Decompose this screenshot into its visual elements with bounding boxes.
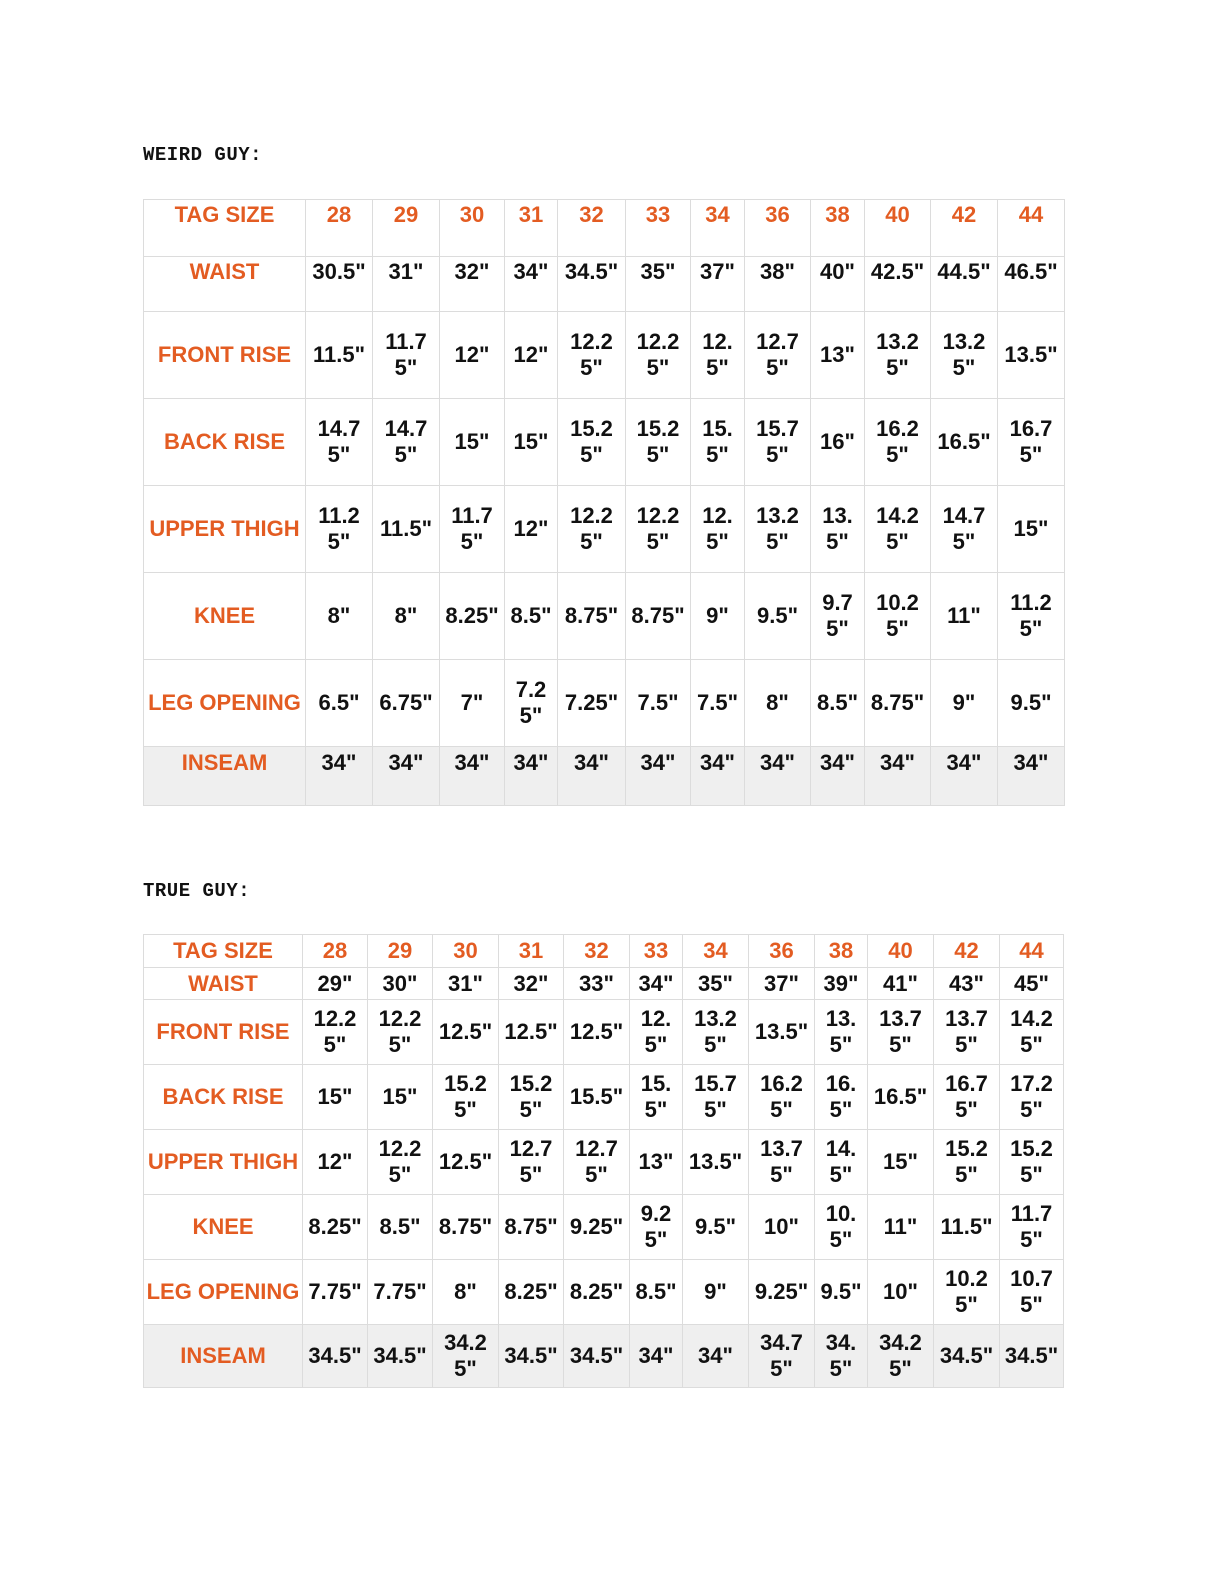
cell-back-rise-9: 16.25" [865, 399, 931, 486]
cell-back-rise-0: 14.75" [306, 399, 373, 486]
cell-waist-10: 43" [934, 968, 1000, 1000]
cell-waist-2: 31" [433, 968, 499, 1000]
cell-inseam-1: 34.5" [368, 1325, 433, 1388]
cell-front-rise-0: 12.25" [303, 1000, 368, 1065]
cell-inseam-7: 34.75" [749, 1325, 815, 1388]
cell-back-rise-0: 15" [303, 1065, 368, 1130]
cell-back-rise-8: 16" [811, 399, 865, 486]
cell-back-rise-2: 15" [440, 399, 505, 486]
cell-knee-5: 8.75" [626, 573, 691, 660]
row-label-front-rise: FRONT RISE [144, 312, 306, 399]
row-label-waist: WAIST [144, 968, 303, 1000]
cell-tag-size-7: 36 [745, 200, 811, 257]
table-row-front-rise [144, 1000, 1064, 1065]
cell-knee-1: 8" [373, 573, 440, 660]
cell-waist-10: 44.5" [931, 257, 998, 312]
cell-leg-opening-1: 7.75" [368, 1260, 433, 1325]
row-label-back-rise: BACK RISE [144, 1065, 303, 1130]
cell-knee-7: 9.5" [745, 573, 811, 660]
cell-tag-size-10: 42 [931, 200, 998, 257]
cell-upper-thigh-10: 14.75" [931, 486, 998, 573]
cell-upper-thigh-4: 12.75" [564, 1130, 630, 1195]
true-guy-title: TRUE GUY: [143, 880, 251, 902]
row-label-leg-opening: LEG OPENING [144, 1260, 303, 1325]
cell-leg-opening-1: 6.75" [373, 660, 440, 747]
cell-front-rise-5: 12.5" [630, 1000, 683, 1065]
cell-waist-3: 32" [499, 968, 564, 1000]
cell-inseam-9: 34" [865, 747, 931, 806]
cell-back-rise-5: 15.5" [630, 1065, 683, 1130]
cell-leg-opening-10: 9" [931, 660, 998, 747]
cell-upper-thigh-6: 13.5" [683, 1130, 749, 1195]
table-row-upper-thigh [144, 486, 1065, 573]
table-row-tag-size [144, 200, 1065, 257]
table-row-leg-opening [144, 660, 1065, 747]
cell-back-rise-11: 17.25" [1000, 1065, 1064, 1130]
cell-inseam-0: 34.5" [303, 1325, 368, 1388]
cell-tag-size-5: 33 [630, 935, 683, 968]
table-row-front-rise [144, 312, 1065, 399]
cell-tag-size-8: 38 [815, 935, 868, 968]
cell-leg-opening-6: 7.5" [691, 660, 745, 747]
cell-leg-opening-5: 7.5" [626, 660, 691, 747]
cell-back-rise-6: 15.75" [683, 1065, 749, 1130]
row-label-inseam: INSEAM [144, 1325, 303, 1388]
cell-waist-2: 32" [440, 257, 505, 312]
row-label-waist: WAIST [144, 257, 306, 312]
row-label-tag-size: TAG SIZE [144, 935, 303, 968]
row-label-upper-thigh: UPPER THIGH [144, 486, 306, 573]
cell-knee-5: 9.25" [630, 1195, 683, 1260]
table-row-waist [144, 257, 1065, 312]
cell-upper-thigh-5: 13" [630, 1130, 683, 1195]
cell-waist-9: 41" [868, 968, 934, 1000]
cell-front-rise-4: 12.5" [564, 1000, 630, 1065]
cell-inseam-8: 34" [811, 747, 865, 806]
cell-knee-7: 10" [749, 1195, 815, 1260]
cell-waist-1: 30" [368, 968, 433, 1000]
cell-front-rise-6: 12.5" [691, 312, 745, 399]
cell-knee-11: 11.25" [998, 573, 1065, 660]
cell-knee-8: 9.75" [811, 573, 865, 660]
cell-upper-thigh-11: 15" [998, 486, 1065, 573]
cell-waist-9: 42.5" [865, 257, 931, 312]
cell-knee-9: 10.25" [865, 573, 931, 660]
cell-front-rise-2: 12" [440, 312, 505, 399]
cell-front-rise-7: 12.75" [745, 312, 811, 399]
cell-inseam-6: 34" [691, 747, 745, 806]
table-row-knee [144, 1195, 1064, 1260]
cell-upper-thigh-9: 15" [868, 1130, 934, 1195]
cell-upper-thigh-1: 11.5" [373, 486, 440, 573]
cell-upper-thigh-3: 12.75" [499, 1130, 564, 1195]
cell-leg-opening-7: 9.25" [749, 1260, 815, 1325]
cell-upper-thigh-0: 11.25" [306, 486, 373, 573]
cell-knee-2: 8.75" [433, 1195, 499, 1260]
cell-inseam-8: 34.5" [815, 1325, 868, 1388]
cell-front-rise-10: 13.25" [931, 312, 998, 399]
cell-knee-10: 11" [931, 573, 998, 660]
cell-leg-opening-4: 7.25" [558, 660, 626, 747]
cell-inseam-7: 34" [745, 747, 811, 806]
cell-upper-thigh-2: 12.5" [433, 1130, 499, 1195]
cell-leg-opening-3: 7.25" [505, 660, 558, 747]
cell-back-rise-8: 16.5" [815, 1065, 868, 1130]
cell-waist-0: 29" [303, 968, 368, 1000]
cell-inseam-5: 34" [626, 747, 691, 806]
cell-inseam-11: 34.5" [1000, 1325, 1064, 1388]
cell-front-rise-11: 14.25" [1000, 1000, 1064, 1065]
cell-front-rise-2: 12.5" [433, 1000, 499, 1065]
cell-inseam-10: 34.5" [934, 1325, 1000, 1388]
cell-tag-size-8: 38 [811, 200, 865, 257]
cell-leg-opening-0: 6.5" [306, 660, 373, 747]
table-row-waist [144, 968, 1064, 1000]
cell-back-rise-6: 15.5" [691, 399, 745, 486]
cell-back-rise-10: 16.75" [934, 1065, 1000, 1130]
cell-inseam-9: 34.25" [868, 1325, 934, 1388]
cell-back-rise-5: 15.25" [626, 399, 691, 486]
cell-upper-thigh-9: 14.25" [865, 486, 931, 573]
cell-front-rise-11: 13.5" [998, 312, 1065, 399]
cell-leg-opening-9: 10" [868, 1260, 934, 1325]
true-guy-size-table [143, 934, 1064, 1388]
cell-back-rise-7: 16.25" [749, 1065, 815, 1130]
cell-inseam-4: 34.5" [564, 1325, 630, 1388]
cell-waist-3: 34" [505, 257, 558, 312]
cell-tag-size-4: 32 [558, 200, 626, 257]
cell-knee-3: 8.5" [505, 573, 558, 660]
cell-inseam-1: 34" [373, 747, 440, 806]
cell-knee-9: 11" [868, 1195, 934, 1260]
cell-leg-opening-11: 9.5" [998, 660, 1065, 747]
weird-guy-size-table [143, 199, 1065, 806]
cell-back-rise-3: 15" [505, 399, 558, 486]
cell-knee-0: 8.25" [303, 1195, 368, 1260]
cell-tag-size-0: 28 [306, 200, 373, 257]
cell-inseam-4: 34" [558, 747, 626, 806]
cell-front-rise-7: 13.5" [749, 1000, 815, 1065]
cell-back-rise-11: 16.75" [998, 399, 1065, 486]
cell-waist-4: 34.5" [558, 257, 626, 312]
row-label-leg-opening: LEG OPENING [144, 660, 306, 747]
cell-upper-thigh-7: 13.25" [745, 486, 811, 573]
cell-leg-opening-9: 8.75" [865, 660, 931, 747]
cell-knee-1: 8.5" [368, 1195, 433, 1260]
table-row-back-rise [144, 399, 1065, 486]
cell-back-rise-2: 15.25" [433, 1065, 499, 1130]
cell-knee-10: 11.5" [934, 1195, 1000, 1260]
cell-leg-opening-6: 9" [683, 1260, 749, 1325]
cell-tag-size-11: 44 [998, 200, 1065, 257]
cell-back-rise-1: 14.75" [373, 399, 440, 486]
cell-upper-thigh-2: 11.75" [440, 486, 505, 573]
cell-waist-7: 38" [745, 257, 811, 312]
cell-knee-11: 11.75" [1000, 1195, 1064, 1260]
table-row-upper-thigh [144, 1130, 1064, 1195]
cell-tag-size-1: 29 [373, 200, 440, 257]
cell-waist-4: 33" [564, 968, 630, 1000]
cell-upper-thigh-8: 14.5" [815, 1130, 868, 1195]
cell-leg-opening-11: 10.75" [1000, 1260, 1064, 1325]
cell-knee-6: 9.5" [683, 1195, 749, 1260]
cell-upper-thigh-3: 12" [505, 486, 558, 573]
cell-tag-size-6: 34 [683, 935, 749, 968]
cell-leg-opening-2: 8" [433, 1260, 499, 1325]
cell-knee-8: 10.5" [815, 1195, 868, 1260]
cell-upper-thigh-4: 12.25" [558, 486, 626, 573]
cell-waist-7: 37" [749, 968, 815, 1000]
cell-upper-thigh-10: 15.25" [934, 1130, 1000, 1195]
cell-inseam-10: 34" [931, 747, 998, 806]
cell-front-rise-10: 13.75" [934, 1000, 1000, 1065]
cell-tag-size-6: 34 [691, 200, 745, 257]
cell-knee-4: 9.25" [564, 1195, 630, 1260]
row-label-tag-size: TAG SIZE [144, 200, 306, 257]
cell-tag-size-10: 42 [934, 935, 1000, 968]
cell-inseam-2: 34.25" [433, 1325, 499, 1388]
cell-leg-opening-8: 8.5" [811, 660, 865, 747]
cell-waist-6: 35" [683, 968, 749, 1000]
cell-waist-11: 46.5" [998, 257, 1065, 312]
cell-leg-opening-3: 8.25" [499, 1260, 564, 1325]
cell-inseam-2: 34" [440, 747, 505, 806]
cell-back-rise-10: 16.5" [931, 399, 998, 486]
cell-leg-opening-5: 8.5" [630, 1260, 683, 1325]
cell-waist-5: 34" [630, 968, 683, 1000]
cell-upper-thigh-11: 15.25" [1000, 1130, 1064, 1195]
cell-inseam-6: 34" [683, 1325, 749, 1388]
cell-front-rise-9: 13.75" [868, 1000, 934, 1065]
cell-back-rise-7: 15.75" [745, 399, 811, 486]
table-row-tag-size [144, 935, 1064, 968]
cell-front-rise-0: 11.5" [306, 312, 373, 399]
cell-waist-6: 37" [691, 257, 745, 312]
cell-waist-8: 40" [811, 257, 865, 312]
cell-tag-size-3: 31 [505, 200, 558, 257]
row-label-knee: KNEE [144, 573, 306, 660]
cell-leg-opening-2: 7" [440, 660, 505, 747]
cell-inseam-3: 34.5" [499, 1325, 564, 1388]
cell-front-rise-6: 13.25" [683, 1000, 749, 1065]
cell-waist-5: 35" [626, 257, 691, 312]
cell-upper-thigh-8: 13.5" [811, 486, 865, 573]
row-label-knee: KNEE [144, 1195, 303, 1260]
cell-upper-thigh-0: 12" [303, 1130, 368, 1195]
cell-tag-size-5: 33 [626, 200, 691, 257]
cell-front-rise-3: 12.5" [499, 1000, 564, 1065]
cell-tag-size-2: 30 [440, 200, 505, 257]
cell-knee-0: 8" [306, 573, 373, 660]
row-label-inseam: INSEAM [144, 747, 306, 806]
row-label-back-rise: BACK RISE [144, 399, 306, 486]
cell-back-rise-3: 15.25" [499, 1065, 564, 1130]
cell-front-rise-1: 11.75" [373, 312, 440, 399]
cell-back-rise-1: 15" [368, 1065, 433, 1130]
cell-front-rise-9: 13.25" [865, 312, 931, 399]
cell-tag-size-1: 29 [368, 935, 433, 968]
cell-tag-size-7: 36 [749, 935, 815, 968]
cell-waist-1: 31" [373, 257, 440, 312]
cell-inseam-5: 34" [630, 1325, 683, 1388]
cell-tag-size-3: 31 [499, 935, 564, 968]
cell-tag-size-0: 28 [303, 935, 368, 968]
cell-waist-0: 30.5" [306, 257, 373, 312]
cell-leg-opening-10: 10.25" [934, 1260, 1000, 1325]
cell-front-rise-1: 12.25" [368, 1000, 433, 1065]
cell-upper-thigh-1: 12.25" [368, 1130, 433, 1195]
cell-front-rise-3: 12" [505, 312, 558, 399]
table-row-leg-opening [144, 1260, 1064, 1325]
cell-waist-11: 45" [1000, 968, 1064, 1000]
cell-knee-2: 8.25" [440, 573, 505, 660]
cell-front-rise-8: 13.5" [815, 1000, 868, 1065]
cell-front-rise-4: 12.25" [558, 312, 626, 399]
cell-upper-thigh-7: 13.75" [749, 1130, 815, 1195]
cell-inseam-0: 34" [306, 747, 373, 806]
cell-back-rise-4: 15.5" [564, 1065, 630, 1130]
cell-knee-3: 8.75" [499, 1195, 564, 1260]
row-label-upper-thigh: UPPER THIGH [144, 1130, 303, 1195]
cell-tag-size-11: 44 [1000, 935, 1064, 968]
row-label-front-rise: FRONT RISE [144, 1000, 303, 1065]
cell-upper-thigh-6: 12.5" [691, 486, 745, 573]
cell-back-rise-4: 15.25" [558, 399, 626, 486]
cell-front-rise-8: 13" [811, 312, 865, 399]
cell-tag-size-9: 40 [868, 935, 934, 968]
table-row-inseam [144, 1325, 1064, 1388]
cell-tag-size-9: 40 [865, 200, 931, 257]
table-row-back-rise [144, 1065, 1064, 1130]
cell-tag-size-4: 32 [564, 935, 630, 968]
cell-back-rise-9: 16.5" [868, 1065, 934, 1130]
table-row-knee [144, 573, 1065, 660]
cell-leg-opening-0: 7.75" [303, 1260, 368, 1325]
cell-waist-8: 39" [815, 968, 868, 1000]
table-row-inseam [144, 747, 1065, 806]
cell-tag-size-2: 30 [433, 935, 499, 968]
cell-leg-opening-8: 9.5" [815, 1260, 868, 1325]
weird-guy-title: WEIRD GUY: [143, 144, 263, 166]
cell-inseam-11: 34" [998, 747, 1065, 806]
cell-knee-6: 9" [691, 573, 745, 660]
cell-leg-opening-4: 8.25" [564, 1260, 630, 1325]
cell-inseam-3: 34" [505, 747, 558, 806]
cell-upper-thigh-5: 12.25" [626, 486, 691, 573]
cell-leg-opening-7: 8" [745, 660, 811, 747]
cell-front-rise-5: 12.25" [626, 312, 691, 399]
cell-knee-4: 8.75" [558, 573, 626, 660]
